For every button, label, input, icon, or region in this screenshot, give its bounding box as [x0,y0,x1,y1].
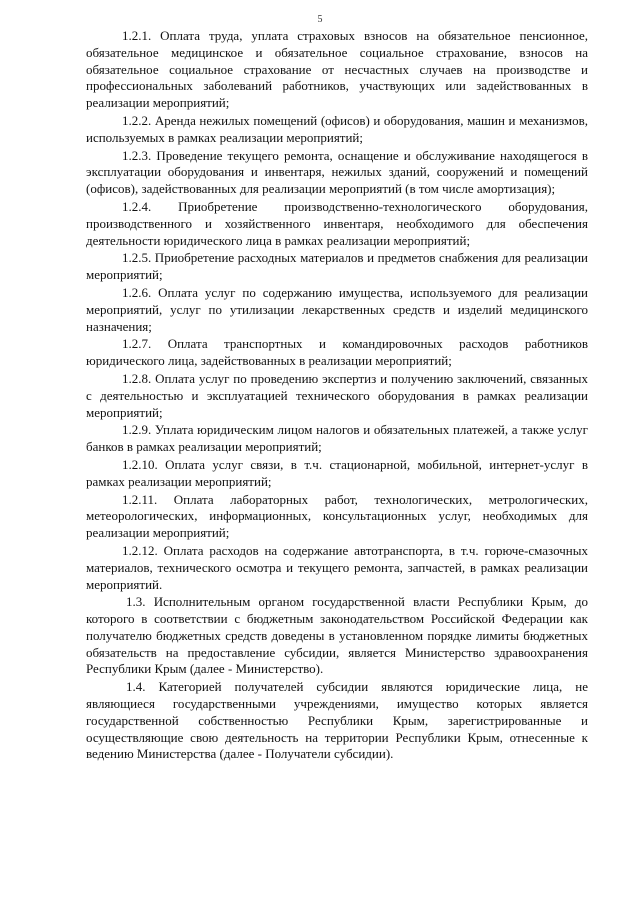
paragraph-1-2-3: 1.2.3. Проведение текущего ремонта, оснащение и обслуживание находящегося в эксплуатации оборудования и инвентаря, нежилых зданий, сооружений и помещений (офисов), задействованных для реализации мероприятий (в том числе амортизация); [86,147,588,197]
paragraph-1-4: 1.4. Категорией получателей субсидии являются юридические лица, не являющиеся государственными учреждениями, имущество которых является государственной собственностью Республики Крым, зарегистрированные и осуществляющие свою деятельность на территории Республики Крым, отнесенные к ведению Министерства (далее - Получатели субсидии). [86,679,588,762]
paragraph-1-2-8: 1.2.8. Оплата услуг по проведению экспертиз и получению заключений, связанных с деятельностью и эксплуатацией технического оборудования в рамках реализации мероприятий; [86,370,588,420]
paragraph-1-2-5: 1.2.5. Приобретение расходных материалов и предметов снабжения для реализации мероприятий; [86,250,588,283]
paragraph-1-2-10: 1.2.10. Оплата услуг связи, в т.ч. стационарной, мобильной, интернет-услуг в рамках реализации мероприятий; [86,456,588,489]
paragraph-1-2-11: 1.2.11. Оплата лабораторных работ, технологических, метрологических, метеорологических, информационных, консультационных услуг, необходимых для реализации мероприятий; [86,491,588,541]
paragraph-1-2-4: 1.2.4. Приобретение производственно-технологического оборудования, производственного и хозяйственного инвентаря, необходимого для обеспечения деятельности юридического лица в рамках реализации мероприятий; [86,198,588,248]
paragraph-1-2-12: 1.2.12. Оплата расходов на содержание автотранспорта, в т.ч. горюче-смазочных материалов, технического осмотра и текущего ремонта, запчастей, в рамках реализации мероприятий. [86,542,588,592]
paragraph-1-2-9: 1.2.9. Уплата юридическим лицом налогов и обязательных платежей, а также услуг банков в рамках реализации мероприятий; [86,422,588,455]
page-number: 5 [317,14,323,25]
paragraph-1-2-7: 1.2.7. Оплата транспортных и командировочных расходов работников юридического лица, задействованных в реализации мероприятий; [86,336,588,369]
document-body [86,28,588,764]
paragraph-1-2-2: 1.2.2. Аренда нежилых помещений (офисов) и оборудования, машин и механизмов, используемых в рамках реализации мероприятий; [86,112,588,145]
paragraph-1-2-1: 1.2.1. Оплата труда, уплата страховых взносов на обязательное пенсионное, обязательное медицинское и обязательное социальное страхование, взносов на обязательное социальное страхование от несчастных случаев на производстве и профессиональных заболеваний работников, участвующих или задействованных в реализации мероприятий; [86,28,588,111]
paragraph-1-2-6: 1.2.6. Оплата услуг по содержанию имущества, используемого для реализации мероприятий, услуг по утилизации лекарственных средств и изделий медицинского назначения; [86,284,588,334]
paragraph-1-3: 1.3. Исполнительным органом государственной власти Республики Крым, до которого в соответствии с бюджетным законодательством Российской Федерации как получателю бюджетных средств доведены в установленном порядке лимиты бюджетных обязательств на предоставление субсидии, является Министерство здравоохранения Республики Крым (далее - Министерство). [86,594,588,677]
